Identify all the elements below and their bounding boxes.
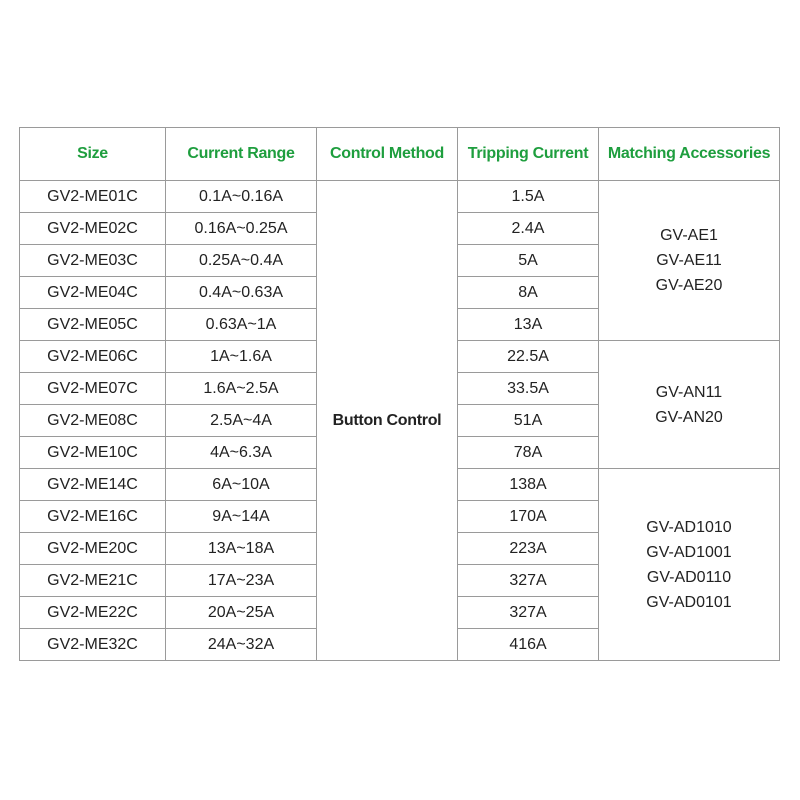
current-range-cell: 9A~14A xyxy=(166,501,317,533)
header-tripping-current: Tripping Current xyxy=(458,128,599,181)
tripping-current-cell: 51A xyxy=(458,405,599,437)
current-range-cell: 1.6A~2.5A xyxy=(166,373,317,405)
accessory-group-2 xyxy=(599,341,780,469)
accessory-item: GV-AD0101 xyxy=(646,593,732,611)
tripping-current-cell: 416A xyxy=(458,629,599,661)
size-cell: GV2-ME14C xyxy=(20,469,166,501)
current-range-cell: 13A~18A xyxy=(166,533,317,565)
accessory-item: GV-AN11 xyxy=(655,383,723,401)
size-cell: GV2-ME22C xyxy=(20,597,166,629)
current-range-cell: 4A~6.3A xyxy=(166,437,317,469)
header-matching-accessories: Matching Accessories xyxy=(599,128,780,181)
tripping-current-cell: 33.5A xyxy=(458,373,599,405)
size-cell: GV2-ME01C xyxy=(20,181,166,213)
current-range-cell: 0.4A~0.63A xyxy=(166,277,317,309)
header-current-range: Current Range xyxy=(166,128,317,181)
accessory-item: GV-AD1001 xyxy=(646,543,732,561)
current-range-cell: 2.5A~4A xyxy=(166,405,317,437)
tripping-current-cell: 170A xyxy=(458,501,599,533)
table-row xyxy=(20,181,780,213)
header-control-method: Control Method xyxy=(317,128,458,181)
size-cell: GV2-ME16C xyxy=(20,501,166,533)
size-cell: GV2-ME20C xyxy=(20,533,166,565)
tripping-current-cell: 327A xyxy=(458,565,599,597)
tripping-current-cell: 138A xyxy=(458,469,599,501)
size-cell: GV2-ME32C xyxy=(20,629,166,661)
tripping-current-cell: 5A xyxy=(458,245,599,277)
header-row xyxy=(20,128,780,181)
size-cell: GV2-ME04C xyxy=(20,277,166,309)
accessory-item: GV-AD0110 xyxy=(646,568,732,586)
accessory-item: GV-AE11 xyxy=(656,252,722,269)
current-range-cell: 0.1A~0.16A xyxy=(166,181,317,213)
tripping-current-cell: 22.5A xyxy=(458,341,599,373)
tripping-current-cell: 78A xyxy=(458,437,599,469)
tripping-current-cell: 8A xyxy=(458,277,599,309)
current-range-cell: 17A~23A xyxy=(166,565,317,597)
current-range-cell: 20A~25A xyxy=(166,597,317,629)
current-range-cell: 0.16A~0.25A xyxy=(166,213,317,245)
accessory-group-1 xyxy=(599,181,780,341)
size-cell: GV2-ME10C xyxy=(20,437,166,469)
control-method-cell: Button Control xyxy=(317,181,458,661)
size-cell: GV2-ME05C xyxy=(20,309,166,341)
current-range-cell: 6A~10A xyxy=(166,469,317,501)
tripping-current-cell: 327A xyxy=(458,597,599,629)
tripping-current-cell: 223A xyxy=(458,533,599,565)
tripping-current-cell: 1.5A xyxy=(458,181,599,213)
current-range-cell: 0.63A~1A xyxy=(166,309,317,341)
current-range-cell: 24A~32A xyxy=(166,629,317,661)
size-cell: GV2-ME08C xyxy=(20,405,166,437)
accessory-item: GV-AE20 xyxy=(655,277,723,294)
accessory-group-3 xyxy=(599,469,780,661)
tripping-current-cell: 2.4A xyxy=(458,213,599,245)
size-cell: GV2-ME07C xyxy=(20,373,166,405)
accessory-item: GV-AD1010 xyxy=(646,518,732,536)
size-cell: GV2-ME21C xyxy=(20,565,166,597)
accessory-item: GV-AN20 xyxy=(655,408,723,426)
size-cell: GV2-ME02C xyxy=(20,213,166,245)
current-range-cell: 1A~1.6A xyxy=(166,341,317,373)
accessory-item: GV-AE1 xyxy=(660,227,718,244)
size-cell: GV2-ME06C xyxy=(20,341,166,373)
tripping-current-cell: 13A xyxy=(458,309,599,341)
spec-table xyxy=(19,127,780,661)
current-range-cell: 0.25A~0.4A xyxy=(166,245,317,277)
size-cell: GV2-ME03C xyxy=(20,245,166,277)
header-size: Size xyxy=(20,128,166,181)
